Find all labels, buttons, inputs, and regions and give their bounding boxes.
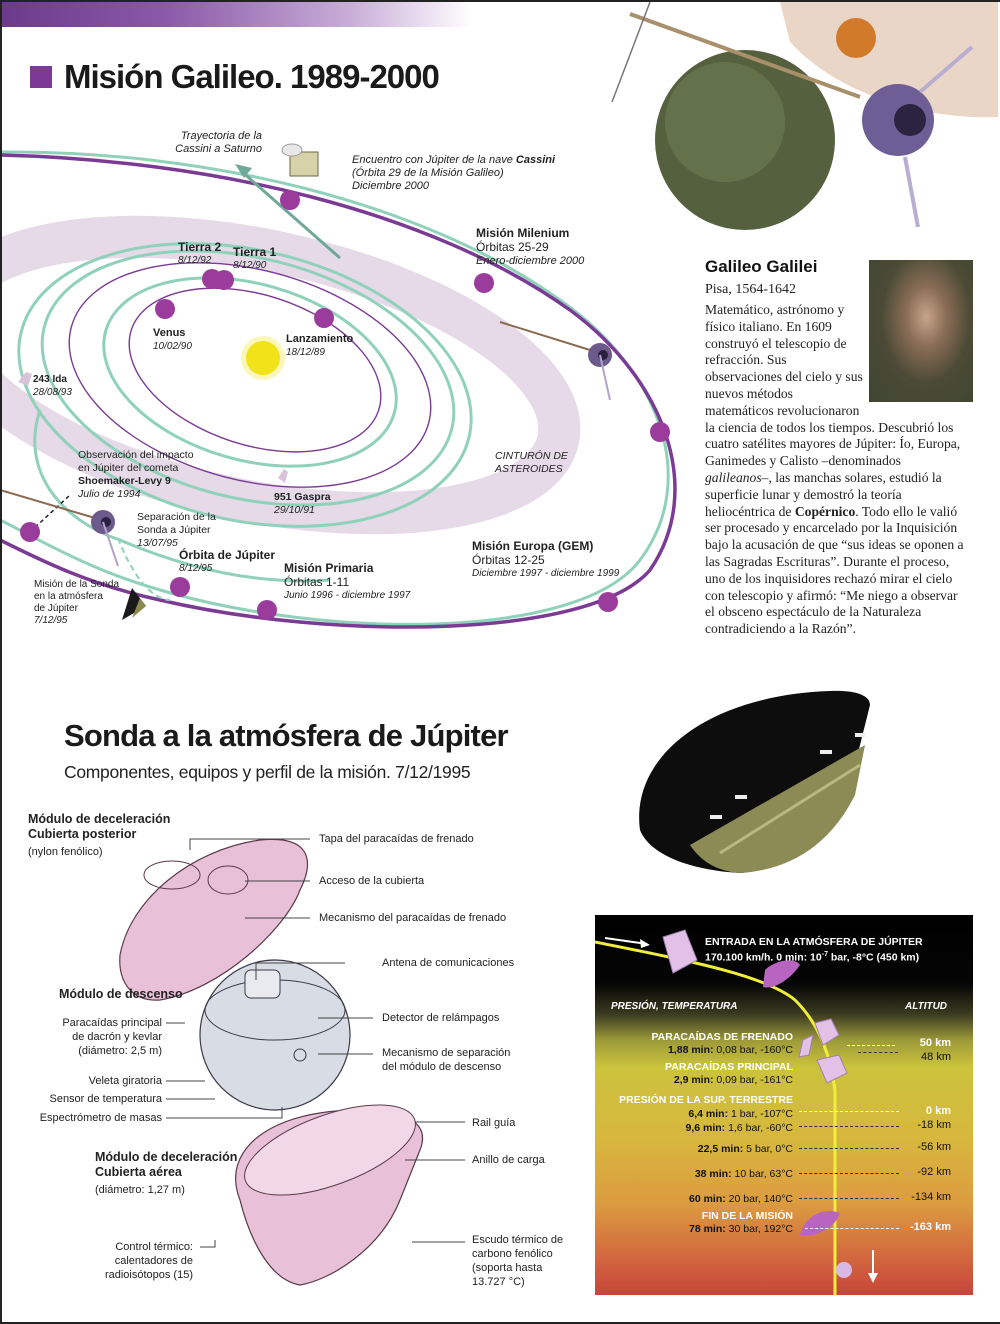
label-shoemaker: Observación del impacto en Júpiter del cometa Shoemaker-Levy 9 Julio de 1994 — [78, 449, 194, 500]
section-title-probe: Sonda a la atmósfera de Júpiter — [64, 718, 508, 753]
label-primaria: Misión Primaria Órbitas 1-11 Junio 1996 - diciembre 1997 — [284, 561, 411, 601]
event-surface-header: PRESIÓN DE LA SUP. TERRESTRE — [619, 1094, 793, 1106]
event-main: 2,9 min: 0,09 bar, -161°C — [673, 1074, 793, 1086]
label-wind-vane: Veleta giratoria — [88, 1075, 162, 1087]
line-minus18km — [799, 1126, 899, 1127]
alt-minus163km: -163 km — [910, 1221, 951, 1233]
down-arrowhead-icon — [868, 1273, 878, 1283]
label-orbita-jupiter: Órbita de Júpiter 8/12/95 — [179, 548, 276, 574]
label-asteroid-belt: CINTURÓN DE ASTEROIDES — [495, 450, 568, 475]
event-end: 78 min: 30 bar, 192°C — [688, 1223, 793, 1235]
node-europa-2 — [598, 592, 618, 612]
label-antenna: Antena de comunicaciones — [382, 957, 515, 969]
label-gaspra: 951 Gaspra 29/10/91 — [274, 491, 331, 516]
label-heat-shield: Escudo térmico de carbono fenólico (soporta hasta 13.727 °C) — [472, 1234, 564, 1288]
line-minus92km — [799, 1173, 899, 1174]
cover-fragment-icon — [799, 1035, 813, 1057]
header-gradient-bar — [2, 2, 472, 27]
label-ida: 243 Ida 28/08/93 — [33, 374, 72, 398]
descent-module-title: Módulo de descenso — [59, 987, 183, 1001]
cassini-spacecraft-icon — [282, 144, 318, 176]
bio-origin: Pisa, 1564-1642 — [705, 282, 796, 297]
event-38min: 38 min: 10 bar, 63°C — [694, 1168, 793, 1180]
ganymede-highlight — [665, 62, 785, 182]
label-thermal-control: Control térmico: calentadores de radioisótopos (15) — [104, 1241, 193, 1281]
event-22-5min: 22,5 min: 5 bar, 0°C — [697, 1143, 793, 1155]
node-milenium — [474, 273, 494, 293]
section-subtitle-probe: Componentes, equipos y perfil de la misión. 7/12/1995 — [64, 762, 471, 782]
event-surface: 6,4 min: 1 bar, -107°C — [688, 1108, 793, 1120]
label-sonda-mision: Misión de la Sonda en la atmósfera de Júpiter 7/12/95 — [34, 579, 120, 626]
aero-module-title: Módulo de deceleración Cubierta aérea — [95, 1150, 238, 1179]
probe-cover-icon — [815, 1019, 839, 1045]
node-venus — [155, 299, 175, 319]
bio-text: Matemático, astrónomo y físico italiano. En 1609 construyó el telescopio de refracción. Sus observaciones del cielo y sus nuevos métodos matemáticos revolucionaron la ciencia de todos los tiempos. Descubrió los cuatro satélites mayores de Júpiter: Ío, Europa, Ganimedes y Calisto –denominados galileanos–, las manchas solares, estudió la superficie lunar y demostró la teoría heliocéntrica de Copérnico. Todo ello le valió ser procesado y encarcelado por la Inquisición bajo la acusación de que “sus ideas se oponen a las Sagradas Escrituras”. Durante el proceso, uno de los inquisidores rechazó mirar el cielo con telescopio y afirmó: “Me niego a observar el obsceno espectáculo de la Naturaleza contradiciendo a la Razón”. — [705, 302, 970, 638]
line-0km — [799, 1111, 899, 1112]
spacecraft-arm-2 — [905, 157, 918, 227]
drogue-chute-icon — [763, 960, 800, 987]
label-lightning-detector: Detector de relámpagos — [382, 1012, 500, 1024]
sun-glow — [241, 336, 285, 380]
label-cassini-encounter: Encuentro con Júpiter de la nave Cassini (Órbita 29 de la Misión Galileo) Diciembre 2000 — [352, 154, 556, 192]
event-9-6min: 9,6 min: 1,6 bar, -60°C — [685, 1122, 793, 1134]
asteroid-ida-icon — [18, 372, 32, 386]
top-illustration — [600, 2, 998, 242]
label-separacion: Separación de la Sonda a Júpiter 13/07/95 — [137, 511, 216, 549]
section-title-galileo — [30, 58, 439, 96]
label-lanzamiento: Lanzamiento 18/12/89 — [286, 333, 354, 358]
probe-end-icon — [836, 1262, 852, 1278]
alt-0km: 0 km — [925, 1105, 951, 1117]
event-main-header: PARACAÍDAS PRINCIPAL — [665, 1061, 793, 1073]
rear-module-title: Módulo de deceleración Cubierta posterior — [28, 812, 171, 841]
label-milenium: Misión Milenium Órbitas 25-29 Enero-diciembre 2000 — [476, 226, 585, 267]
entry-stats: 170.100 km/h. 0 min: $10^{-7}$ bar, -8°C (450 km) — [705, 951, 920, 964]
column-pressure-temp: PRESIÓN, TEMPERATURA — [611, 1001, 738, 1012]
event-drogue: 1,88 min: 0,08 bar, -160°C — [667, 1044, 793, 1056]
label-tierra2: Tierra 2 8/12/92 — [178, 240, 222, 266]
alt-minus92km: -92 km — [917, 1166, 951, 1178]
label-drogue-mechanism: Mecanismo del paracaídas de frenado — [319, 912, 507, 924]
node-shoemaker — [20, 522, 40, 542]
title-text: Misión Galileo. 1989-2000 — [64, 58, 439, 95]
rear-module-note: (nylon fenólico) — [28, 846, 103, 858]
label-guide-rail: Rail guía — [472, 1117, 516, 1129]
line-50km — [847, 1045, 895, 1046]
label-temp-sensor: Sensor de temperatura — [49, 1093, 162, 1105]
spacecraft-antenna — [612, 2, 650, 102]
event-end-header: FIN DE LA MISIÓN — [701, 1210, 793, 1222]
node-primaria — [257, 600, 277, 620]
line-48km — [858, 1052, 898, 1053]
descent-module-icon — [817, 1055, 847, 1083]
label-separation-mechanism: Mecanismo de separación del módulo de descenso — [382, 1047, 511, 1073]
node-cassini — [280, 190, 300, 210]
event-60min: 60 min: 20 bar, 140°C — [688, 1193, 793, 1205]
descent-profile-chart — [595, 915, 973, 1295]
label-load-ring: Anillo de carga — [472, 1154, 545, 1166]
label-europa: Misión Europa (GEM) Órbitas 12-25 Diciembre 1997 - diciembre 1999 — [472, 539, 620, 579]
line-minus163km — [805, 1228, 899, 1229]
entry-arrowhead-icon — [640, 939, 650, 948]
entry-title: ENTRADA EN LA ATMÓSFERA DE JÚPITER — [705, 936, 923, 948]
spacecraft-lens — [894, 104, 926, 136]
line-minus56km — [799, 1148, 899, 1149]
probe-entry-icon — [663, 930, 697, 973]
alt-minus134km: -134 km — [911, 1191, 951, 1203]
alt-50km: 50 km — [919, 1037, 951, 1049]
node-lanzamiento — [314, 308, 334, 328]
node-europa-1 — [650, 422, 670, 442]
label-cassini-trajectory: Trayectoria de la Cassini a Saturno — [175, 130, 262, 155]
node-tierra1 — [214, 270, 234, 290]
label-parachute-lid: Tapa del paracaídas de frenado — [319, 833, 474, 845]
label-mass-spectrometer: Espectrómetro de masas — [39, 1112, 162, 1124]
label-cover-access: Acceso de la cubierta — [319, 875, 425, 887]
alt-48km: 48 km — [921, 1051, 951, 1063]
label-main-parachute: Paracaídas principal de dacrón y kevlar (diámetro: 2,5 m) — [62, 1017, 162, 1057]
probe-photo — [630, 685, 880, 880]
node-orbita-jupiter — [170, 577, 190, 597]
io-image — [836, 18, 876, 58]
label-venus: Venus 10/02/90 — [153, 327, 192, 352]
line-minus134km — [799, 1198, 899, 1199]
column-altitude: ALTITUD — [905, 1001, 948, 1012]
event-drogue-header: PARACAÍDAS DE FRENADO — [651, 1031, 793, 1043]
aero-module-note: (diámetro: 1,27 m) — [95, 1184, 185, 1196]
portrait-spacer — [869, 260, 974, 405]
title-square-icon — [30, 66, 52, 88]
label-tierra1: Tierra 1 8/12/90 — [233, 245, 277, 271]
alt-minus56km: -56 km — [917, 1141, 951, 1153]
asteroid-gaspra-icon — [278, 469, 288, 483]
alt-minus18km: -18 km — [917, 1119, 951, 1131]
bio-name: Galileo Galilei — [705, 257, 818, 276]
